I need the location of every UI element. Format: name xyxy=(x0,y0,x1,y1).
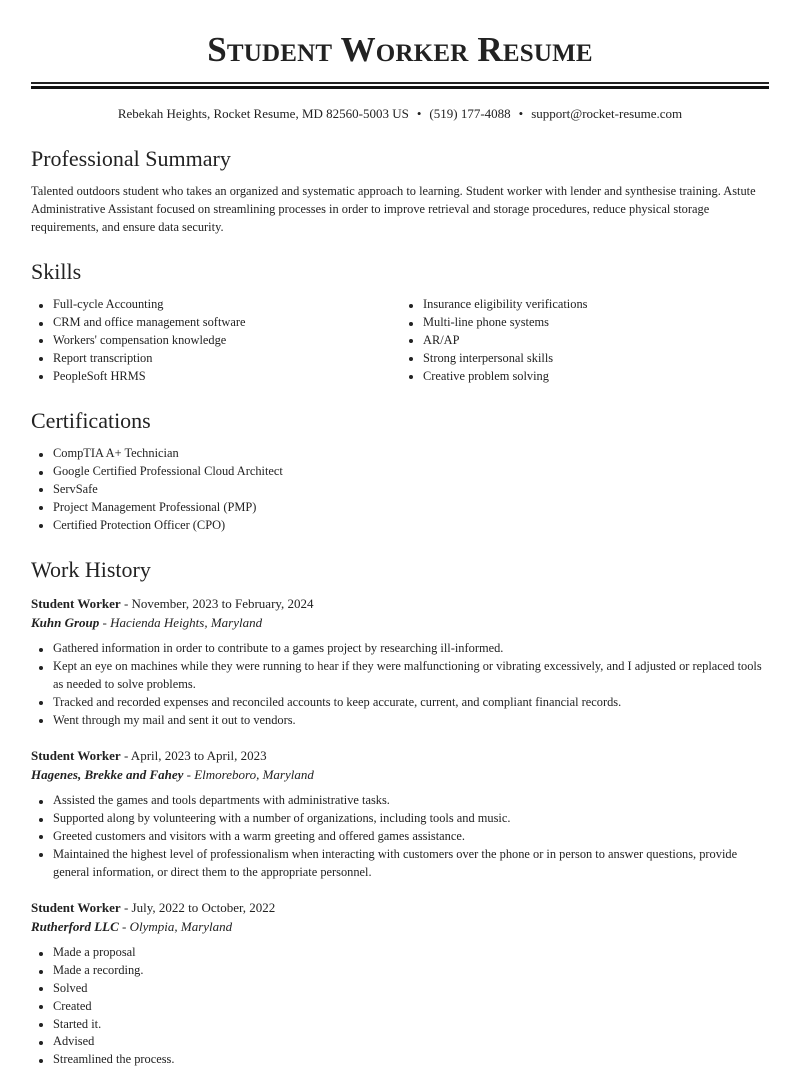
contact-address: Rebekah Heights, Rocket Resume, MD 82560-5003 US xyxy=(117,106,409,121)
skill-item: Multi-line phone systems xyxy=(401,314,769,332)
job-duty: Started it. xyxy=(31,1016,769,1034)
contact-email: support@rocket-resume.com xyxy=(531,106,683,121)
job-title: Student Worker xyxy=(31,900,121,916)
job-company-line xyxy=(31,613,769,632)
skill-item: PeopleSoft HRMS xyxy=(31,368,400,386)
skill-item: Workers' compensation knowledge xyxy=(31,332,400,350)
certification-item: ServSafe xyxy=(31,481,769,499)
job-location: - Hacienda Heights, Maryland xyxy=(99,615,263,631)
summary-heading: Professional Summary xyxy=(31,146,231,171)
job-duty: Supported along by volunteering with a number of organizations, including tools and music. xyxy=(31,810,769,828)
certification-item: Certified Protection Officer (CPO) xyxy=(31,517,769,535)
skills-grid xyxy=(31,296,769,385)
certifications-list xyxy=(31,445,769,534)
certifications-heading: Certifications xyxy=(31,408,151,434)
certification-item: CompTIA A+ Technician xyxy=(31,445,769,463)
job-duty: Solved xyxy=(31,980,769,998)
job-title-line xyxy=(31,898,769,917)
job-entry xyxy=(31,898,769,1069)
job-duty: Tracked and recorded expenses and reconciled accounts to keep accurate, current, and compliant financial records. xyxy=(31,694,769,712)
bullet-separator: • xyxy=(518,106,524,121)
certification-item: Project Management Professional (PMP) xyxy=(31,499,769,517)
job-duty: Kept an eye on machines while they were running to hear if they were malfunctioning or vibrating excessively, and I adjusted or replaced tools as needed to solve problems. xyxy=(31,658,769,694)
job-duty: Greeted customers and visitors with a warm greeting and offered games assistance. xyxy=(31,828,769,846)
skill-item: Creative problem solving xyxy=(401,368,769,386)
job-location: - Olympia, Maryland xyxy=(118,919,233,935)
job-title: Student Worker xyxy=(31,596,121,612)
job-duties-list xyxy=(31,792,769,881)
skills-heading: Skills xyxy=(31,259,82,285)
work-history-heading: Work History xyxy=(31,557,151,583)
job-entry xyxy=(31,594,769,729)
job-company: Rutherford LLC xyxy=(31,919,119,935)
certification-item: Google Certified Professional Cloud Architect xyxy=(31,463,769,481)
job-title: Student Worker xyxy=(31,748,121,764)
job-duties-list xyxy=(31,944,769,1069)
resume-title: Student Worker Resume xyxy=(207,30,593,69)
job-company: Hagenes, Brekke and Fahey xyxy=(31,767,184,783)
job-duty: Maintained the highest level of professionalism when interacting with customers over the phone or in person to answer questions, provide general information, or direct them to the appropriate personnel. xyxy=(31,846,769,882)
skill-item: Insurance eligibility verifications xyxy=(401,296,769,314)
job-duty: Made a recording. xyxy=(31,962,769,980)
rule-thin-line xyxy=(31,82,769,84)
summary-text: Talented outdoors student who takes an organized and systematic approach to learning. Student worker with lender and synthesise training. Astute Administrative Assistant focused on streamlining processes in order to improve retrieval and storage procedures, reduce physical storage requirements, and ensure data security. xyxy=(31,184,756,234)
bullet-separator: • xyxy=(416,106,422,121)
job-duty: Gathered information in order to contribute to a games project by researching ill-informed. xyxy=(31,640,769,658)
job-duty: Advised xyxy=(31,1033,769,1051)
skill-item: AR/AP xyxy=(401,332,769,350)
job-title-line xyxy=(31,746,769,765)
skills-list-right xyxy=(400,296,769,385)
contact-phone: (519) 177-4088 xyxy=(429,106,511,121)
job-duty: Created xyxy=(31,998,769,1016)
job-duties-list xyxy=(31,640,769,729)
skill-item: CRM and office management software xyxy=(31,314,400,332)
job-duty: Assisted the games and tools departments with administrative tasks. xyxy=(31,792,769,810)
job-duty: Went through my mail and sent it out to vendors. xyxy=(31,712,769,730)
skills-section xyxy=(31,259,769,385)
job-company-line xyxy=(31,765,769,784)
certifications-section xyxy=(31,408,769,534)
skills-list-left xyxy=(31,296,400,385)
job-entry xyxy=(31,746,769,881)
job-company: Kuhn Group xyxy=(31,615,100,631)
job-dates: - April, 2023 to April, 2023 xyxy=(120,748,267,764)
job-title-line xyxy=(31,594,769,613)
job-duty: Streamlined the process. xyxy=(31,1051,769,1069)
skill-item: Report transcription xyxy=(31,350,400,368)
job-dates: - November, 2023 to February, 2024 xyxy=(120,596,314,612)
summary-section xyxy=(31,146,769,236)
contact-line xyxy=(31,105,769,123)
skill-item: Full-cycle Accounting xyxy=(31,296,400,314)
rule-thick-line xyxy=(31,86,769,89)
job-duty: Made a proposal xyxy=(31,944,769,962)
work-history-section xyxy=(31,557,769,1069)
job-location: - Elmoreboro, Maryland xyxy=(183,767,314,783)
header-double-rule xyxy=(31,82,769,88)
job-company-line xyxy=(31,917,769,936)
job-dates: - July, 2022 to October, 2022 xyxy=(120,900,276,916)
skill-item: Strong interpersonal skills xyxy=(401,350,769,368)
